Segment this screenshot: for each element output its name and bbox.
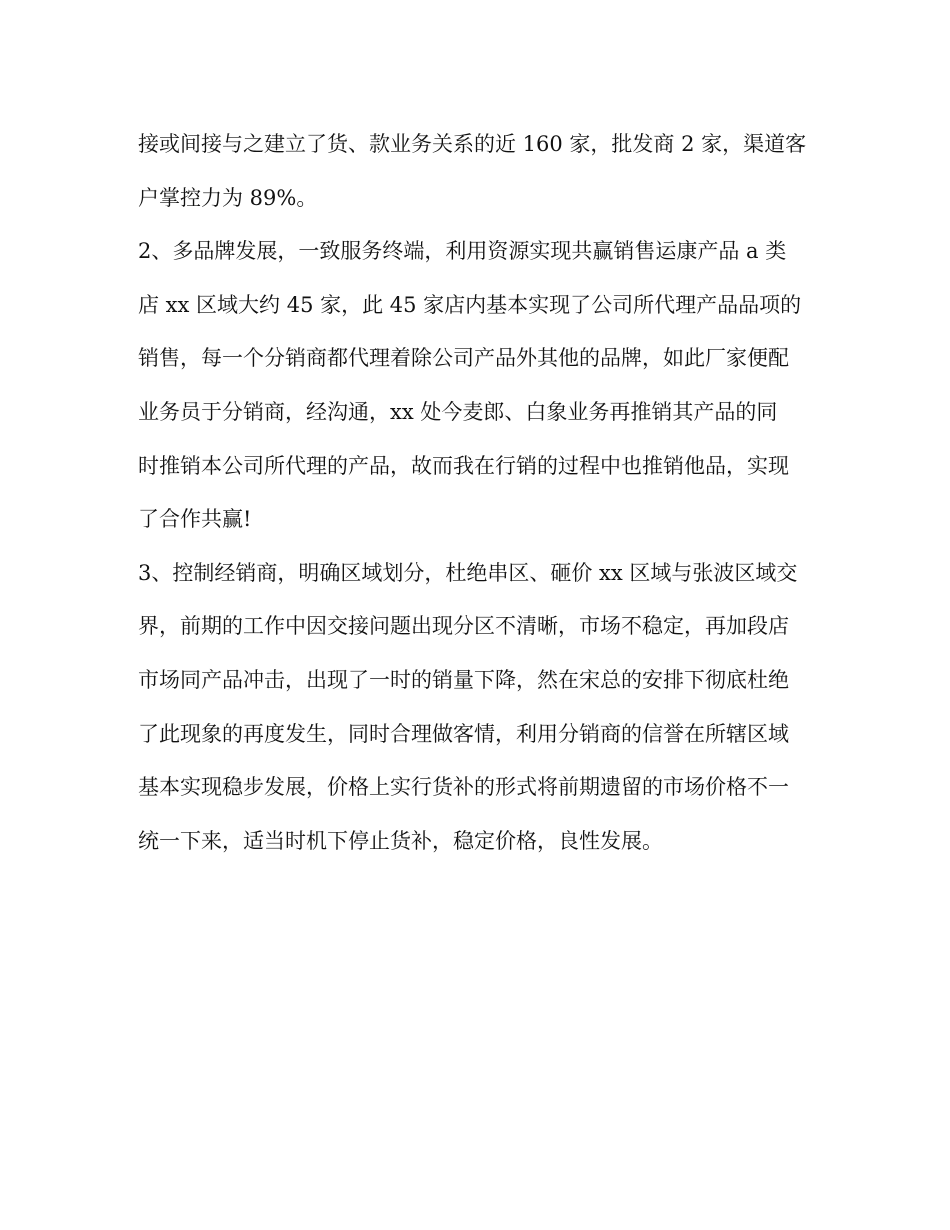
- body-text: [138, 118, 818, 868]
- text-line: 户掌控力为 89%。: [138, 185, 318, 210]
- text-line: 界，前期的工作中因交接问题出现分区不清晰，市场不稳定，再加段店: [138, 614, 789, 639]
- text-line: 业务员于分销商，经沟通，xx 处今麦郎、白象业务再推销其产品的同: [138, 399, 778, 424]
- text-line: 基本实现稳步发展，价格上实行货补的形式将前期遗留的市场价格不一: [138, 775, 789, 800]
- text-line: 统一下来，适当时机下停止货补，稳定价格，良性发展。: [138, 828, 663, 853]
- text-line: 店 xx 区域大约 45 家，此 45 家店内基本实现了公司所代理产品品项的: [138, 292, 802, 317]
- text-line: 销售，每一个分销商都代理着除公司产品外其他的品牌，如此厂家便配: [138, 346, 789, 371]
- text-line: 3、控制经销商，明确区域划分，杜绝串区、砸价 xx 区域与张波区域交: [138, 560, 798, 585]
- text-line: 市场同产品冲击，出现了一时的销量下降，然在宋总的安排下彻底杜绝: [138, 667, 789, 692]
- text-line: 2、多品牌发展，一致服务终端，利用资源实现共赢销售运康产品 a 类: [138, 239, 787, 264]
- text-line: 了合作共赢!: [138, 507, 252, 532]
- text-line: 了此现象的再度发生，同时合理做客情，利用分销商的信誉在所辖区域: [138, 721, 789, 746]
- text-line: 时推销本公司所代理的产品，故而我在行销的过程中也推销他品，实现: [138, 453, 789, 478]
- text-line: 接或间接与之建立了货、款业务关系的近 160 家，批发商 2 家，渠道客: [138, 132, 807, 156]
